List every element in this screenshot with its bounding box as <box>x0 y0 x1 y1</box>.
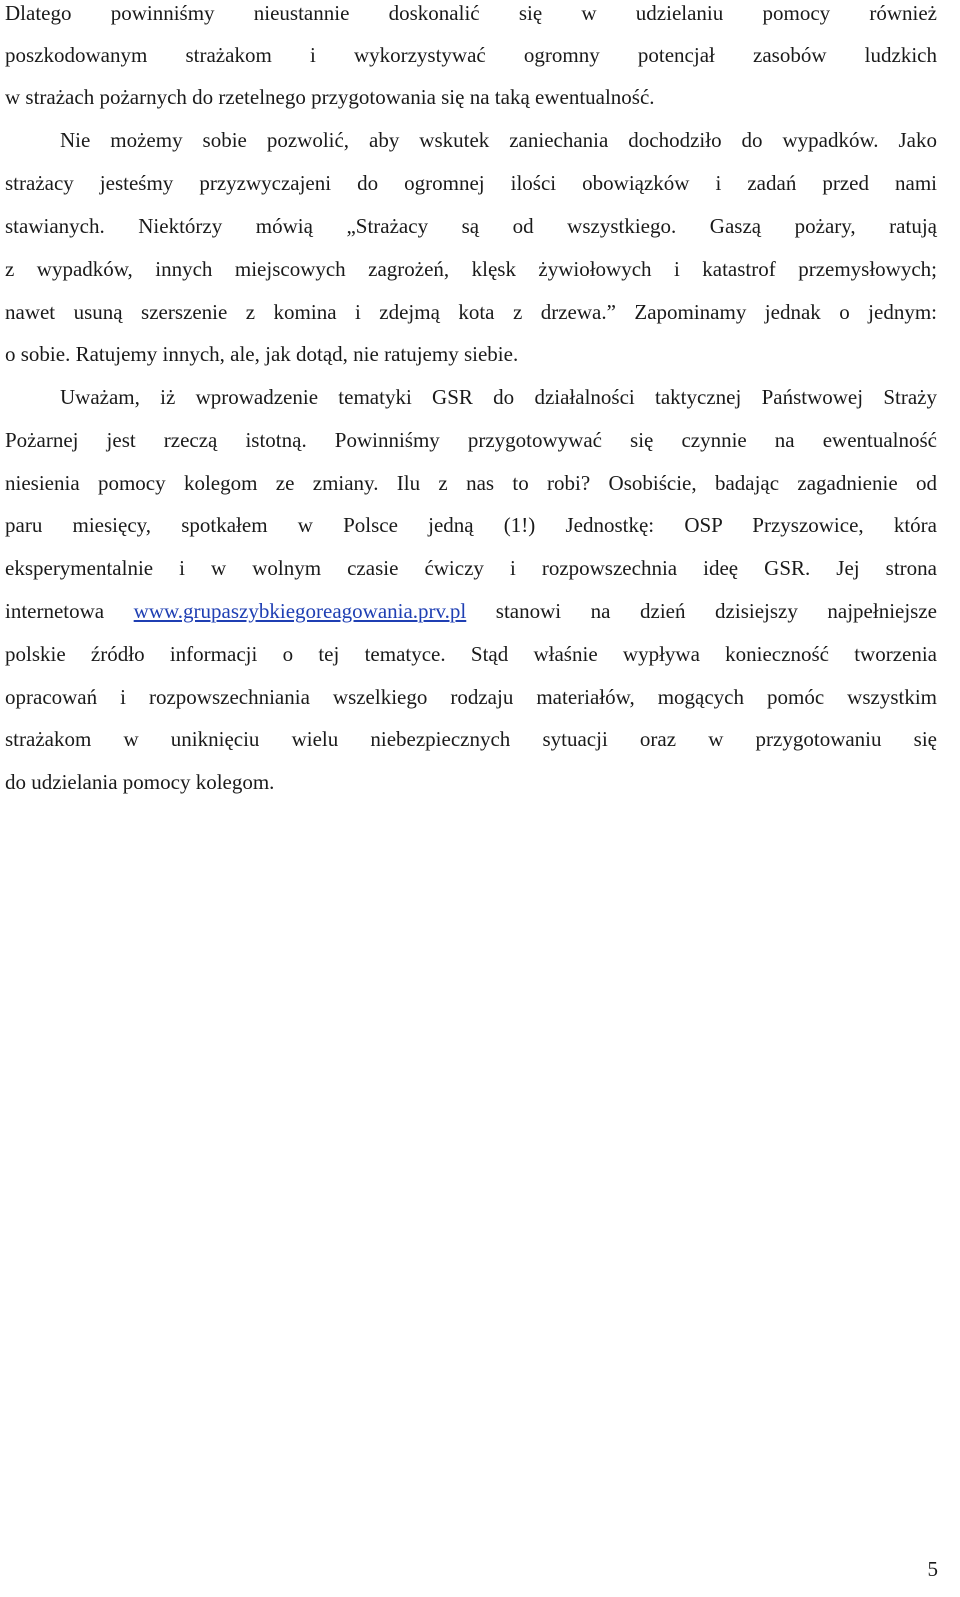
paragraph-3-line-2: Pożarnej jest rzeczą istotną. Powinniśmy przygotowywać się czynnie na ewentualność <box>5 428 937 452</box>
paragraph-3-line-8: opracowań i rozpowszechniania wszelkiego rodzaju materiałów, mogących pomóc wszystkim <box>5 685 937 709</box>
paragraph-3-line-10: do udzielania pomocy kolegom. <box>5 770 275 794</box>
paragraph-1-line-1: Dlatego powinniśmy nieustannie doskonalić się w udzielaniu pomocy również <box>5 1 937 25</box>
paragraph-2-line-2: strażacy jesteśmy przyzwyczajeni do ogromnej ilości obowiązków i zadań przed nami <box>5 171 937 195</box>
paragraph-3-line-9: strażakom w uniknięciu wielu niebezpiecznych sytuacji oraz w przygotowaniu się <box>5 727 937 751</box>
paragraph-3-line-6-prefix: internetowa <box>5 599 134 623</box>
paragraph-3-line-6-suffix: stanowi na dzień dzisiejszy najpełniejsze <box>466 599 937 623</box>
paragraph-1-line-2: poszkodowanym strażakom i wykorzystywać ogromny potencjał zasobów ludzkich <box>5 43 937 67</box>
paragraph-3-line-1: Uważam, iż wprowadzenie tematyki GSR do działalności taktycznej Państwowej Straży <box>60 385 937 409</box>
paragraph-1-line-3: w strażach pożarnych do rzetelnego przygotowania się na taką ewentualność. <box>5 85 655 109</box>
paragraph-2-line-1: Nie możemy sobie pozwolić, aby wskutek zaniechania dochodziło do wypadków. Jako <box>60 128 937 152</box>
paragraph-2-line-6: o sobie. Ratujemy innych, ale, jak dotąd, nie ratujemy siebie. <box>5 342 519 366</box>
website-link[interactable]: www.grupaszybkiegoreagowania.prv.pl <box>133 599 467 623</box>
paragraph-3-line-6 <box>5 598 937 624</box>
paragraph-3-line-5: eksperymentalnie i w wolnym czasie ćwiczy i rozpowszechnia ideę GSR. Jej strona <box>5 556 937 580</box>
paragraph-3-line-4: paru miesięcy, spotkałem w Polsce jedną (1!) Jednostkę: OSP Przyszowice, która <box>5 513 937 537</box>
paragraph-2-line-5: nawet usuną szerszenie z komina i zdejmą kota z drzewa.” Zapominamy jednak o jednym: <box>5 300 937 324</box>
paragraph-3-line-3: niesienia pomocy kolegom ze zmiany. Ilu z nas to robi? Osobiście, badając zagadnienie od <box>5 471 937 495</box>
page-number: 5 <box>927 1557 938 1581</box>
paragraph-2-line-4: z wypadków, innych miejscowych zagrożeń, klęsk żywiołowych i katastrof przemysłowych; <box>5 257 937 281</box>
paragraph-2-line-3: stawianych. Niektórzy mówią „Strażacy są od wszystkiego. Gaszą pożary, ratują <box>5 214 937 238</box>
paragraph-3-line-7: polskie źródło informacji o tej tematyce. Stąd właśnie wypływa konieczność tworzenia <box>5 642 937 666</box>
